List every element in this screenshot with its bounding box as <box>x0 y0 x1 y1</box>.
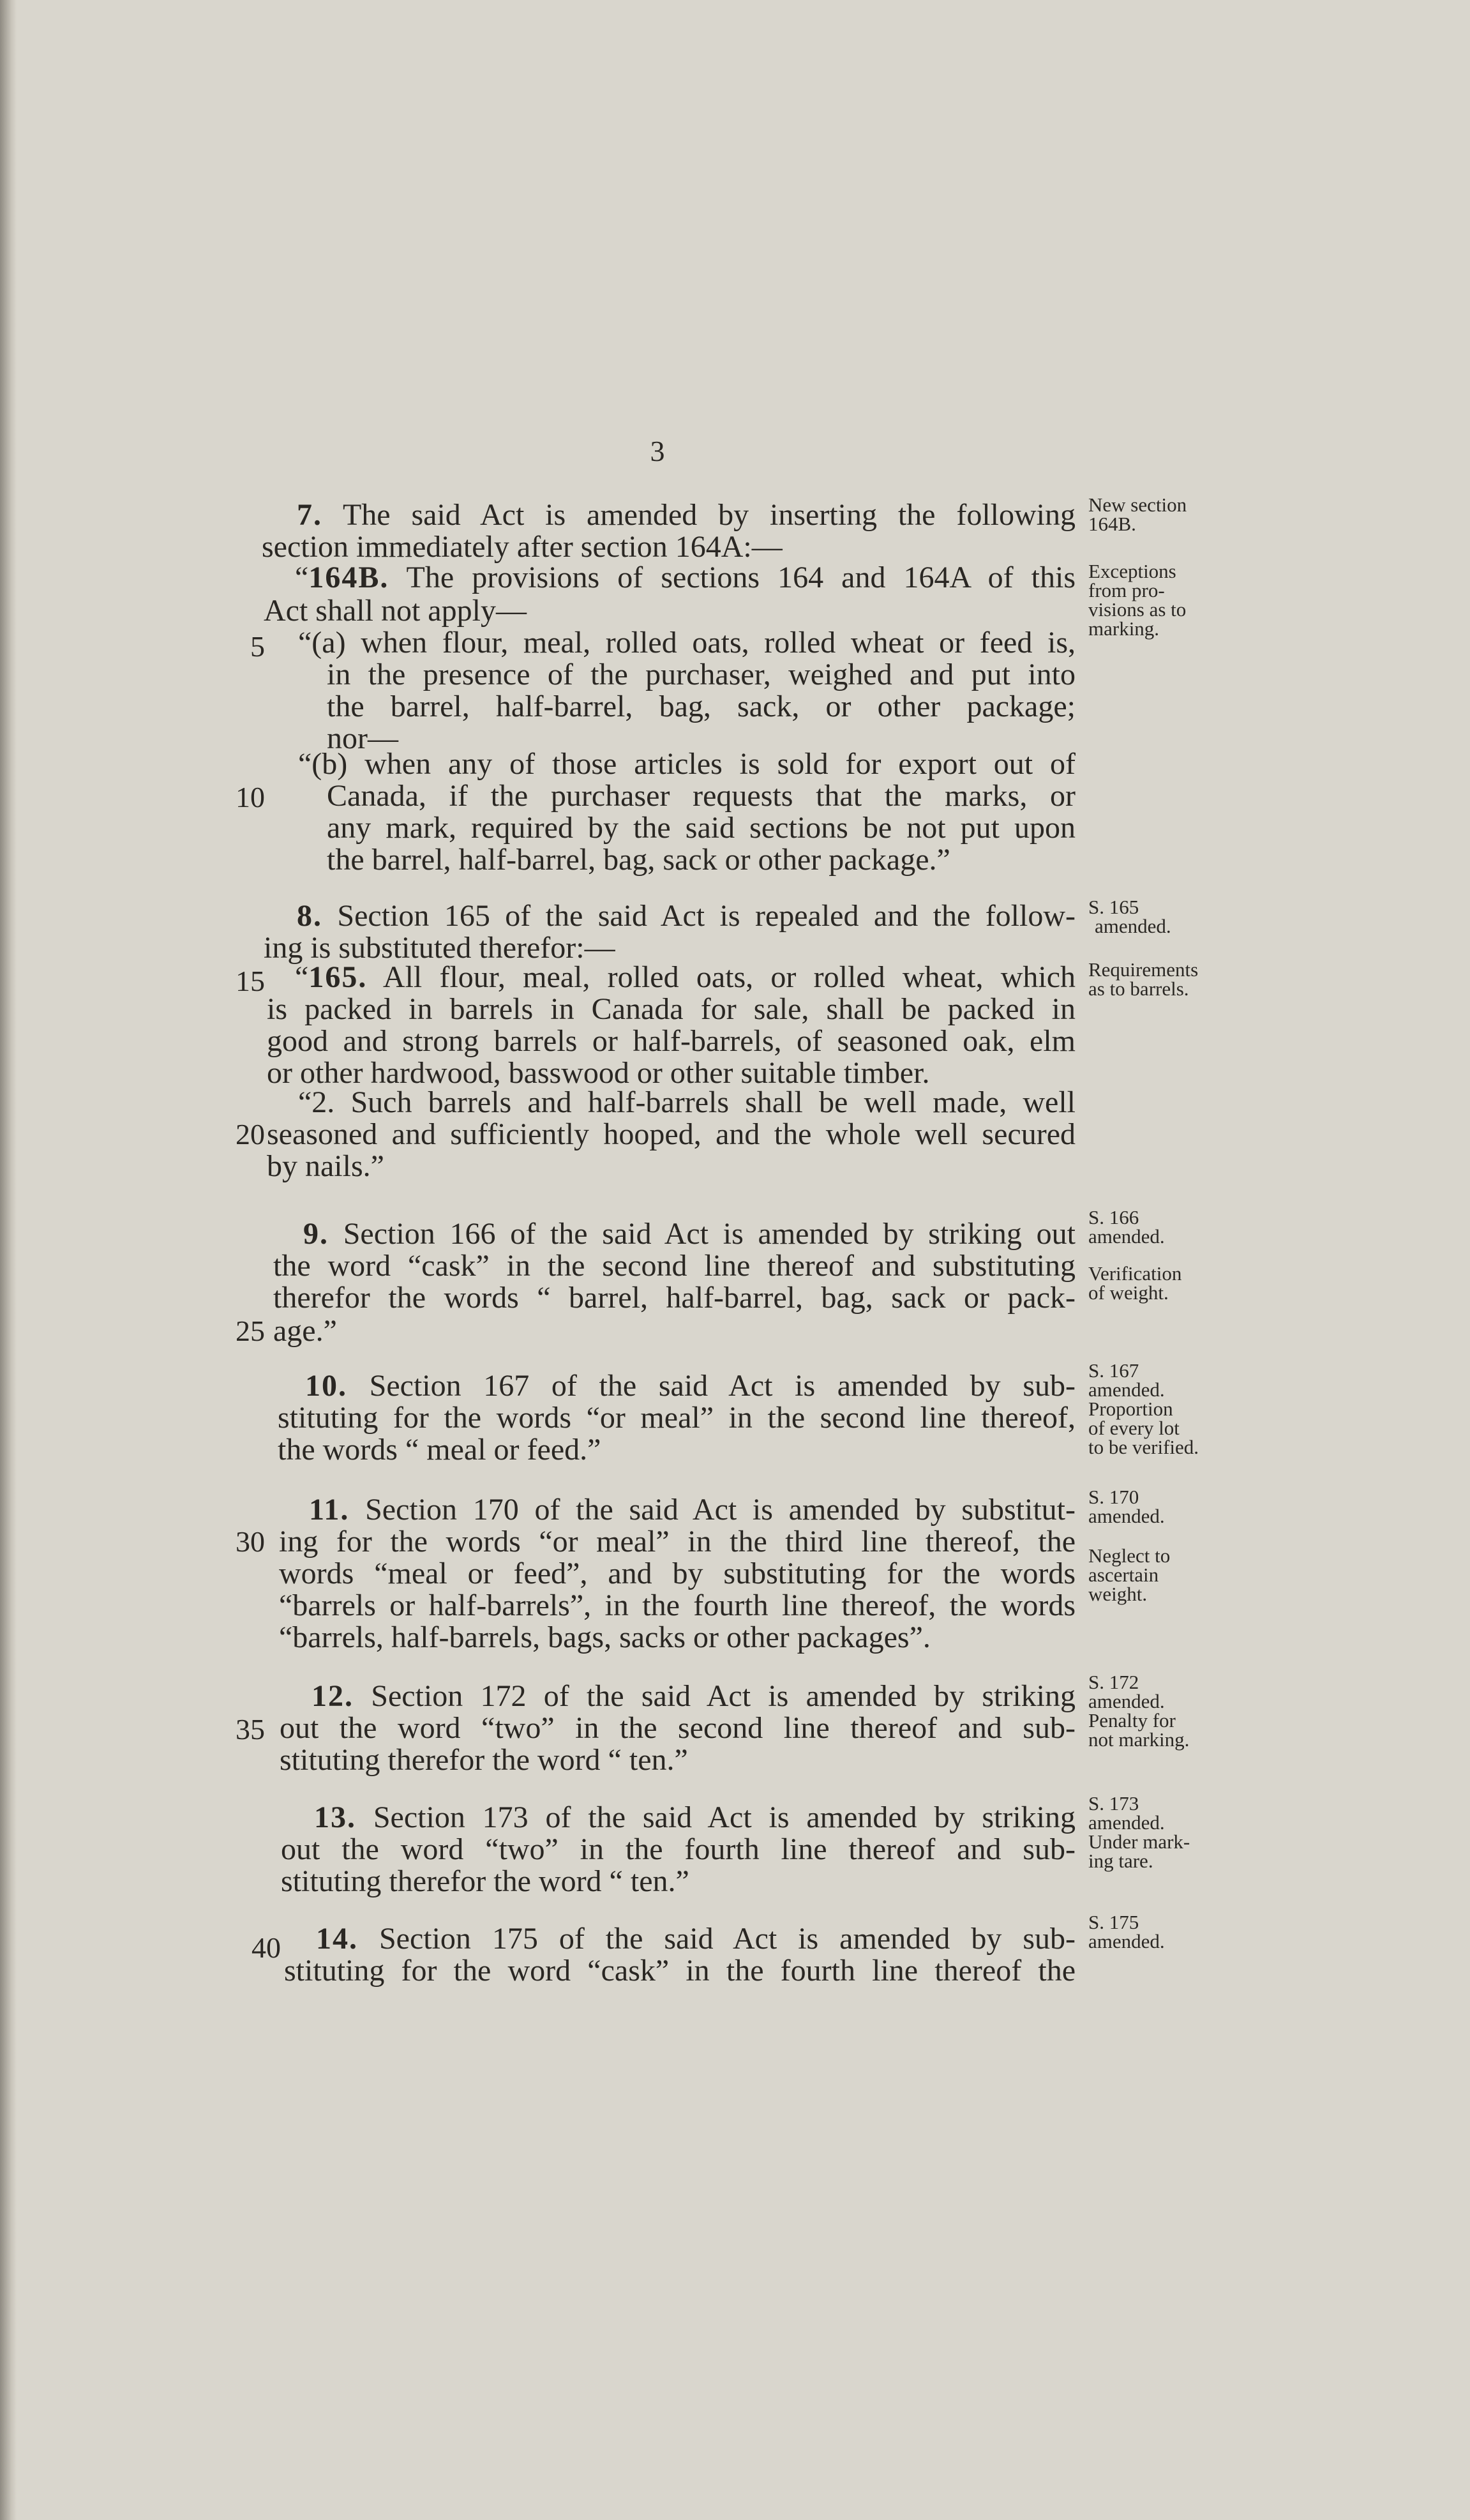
margin-note-s172: S. 172 amended. Penalty for not marking. <box>1088 1671 1190 1751</box>
text-line: therefor the words “ barrel, half-barrel, bag, sack or pack- <box>273 1282 1076 1314</box>
page-edge <box>0 0 17 2520</box>
text-line: 14. Section 175 of the said Act is amended by sub- <box>316 1923 1076 1955</box>
page-number: 3 <box>650 435 665 467</box>
text-line: 10. Section 167 of the said Act is amended by sub- <box>305 1370 1076 1402</box>
section-number: 7. <box>297 499 322 531</box>
text-line: age.” <box>273 1314 337 1348</box>
line-number: 35 <box>236 1713 265 1746</box>
text-line: the barrel, half-barrel, bag, sack or other package.” <box>327 843 950 877</box>
margin-note-s167: S. 167 amended. Proportion of every lot to be verified. <box>1088 1359 1199 1458</box>
text-line: the word “cask” in the second line thereof and substituting <box>273 1250 1076 1282</box>
text-line: Act shall not apply— <box>264 594 527 628</box>
text-line: “(b) when any of those articles is sold for export out of <box>298 748 1076 780</box>
text-line: “barrels or half-barrels”, in the fourth line thereof, the words <box>279 1590 1076 1622</box>
text-line: “164B. The provisions of sections 164 and 164A of this <box>295 562 1076 594</box>
text-line: good and strong barrels or half-barrels, of seasoned oak, elm <box>267 1025 1076 1057</box>
text-line: “barrels, half-barrels, bags, sacks or other packages”. <box>279 1620 931 1654</box>
text-line: ing is substituted therefor:— <box>264 931 615 965</box>
text-line: “165. All flour, meal, rolled oats, or rolled wheat, which <box>295 962 1076 993</box>
text-line: the words “ meal or feed.” <box>278 1433 601 1467</box>
text-line: out the word “two” in the fourth line thereof and sub- <box>281 1834 1076 1866</box>
section-number: 9. <box>303 1218 329 1250</box>
text-line: is packed in barrels in Canada for sale, shall be packed in <box>267 993 1076 1025</box>
text-line: in the presence of the purchaser, weighed and put into <box>327 659 1076 691</box>
text-line: “2. Such barrels and half-barrels shall be well made, well <box>298 1087 1076 1119</box>
text-line: by nails.” <box>267 1149 384 1183</box>
text-line: Canada, if the purchaser requests that the marks, or <box>327 780 1076 812</box>
line-number: 20 <box>236 1118 265 1151</box>
margin-note-verification: Verification of weight. <box>1088 1262 1182 1304</box>
margin-note-neglect: Neglect to ascertain weight. <box>1088 1544 1171 1605</box>
margin-note-requirements: Requirements as to barrels. <box>1088 958 1199 1000</box>
margin-note-s165: S. 165 amended. <box>1088 896 1171 937</box>
text-line: 8. Section 165 of the said Act is repealed and the follow- <box>297 900 1076 932</box>
text-line: 13. Section 173 of the said Act is amended by striking <box>314 1802 1076 1834</box>
text-line: any mark, required by the said sections be not put upon <box>327 812 1076 844</box>
text-line: section immediately after section 164A:— <box>262 530 783 564</box>
text-line: 11. Section 170 of the said Act is amended by substitut- <box>309 1494 1076 1526</box>
text-line: ing for the words “or meal” in the third line thereof, the <box>279 1526 1076 1558</box>
line-number: 15 <box>236 965 265 997</box>
section-number: 12. <box>311 1680 354 1712</box>
text-line: “(a) when flour, meal, rolled oats, rolled wheat or feed is, <box>298 627 1076 659</box>
section-number: 165. <box>308 962 368 993</box>
section-number: 8. <box>297 900 322 932</box>
margin-note-exceptions: Exceptions from pro- visions as to marking. <box>1088 560 1187 640</box>
line-number: 40 <box>251 1931 281 1964</box>
text-line: stituting therefor the word “ ten.” <box>281 1864 689 1898</box>
text-line: words “meal or feed”, and by substituting for the words <box>279 1558 1076 1590</box>
text-line: 7. The said Act is amended by inserting the following <box>297 499 1076 531</box>
text-line: stituting for the word “cask” in the fourth line thereof the <box>284 1955 1076 1987</box>
line-number: 5 <box>250 630 265 663</box>
text-line: the barrel, half-barrel, bag, sack, or other package; <box>327 691 1076 723</box>
section-number: 13. <box>314 1802 356 1834</box>
margin-note-s173: S. 173 amended. Under mark- ing tare. <box>1088 1792 1190 1872</box>
text-line: out the word “two” in the second line thereof and sub- <box>280 1712 1076 1744</box>
text-line: nor— <box>327 721 398 755</box>
line-number: 30 <box>236 1525 265 1558</box>
section-number: 14. <box>316 1923 358 1955</box>
section-number: 164B. <box>308 562 389 594</box>
section-number: 11. <box>309 1494 350 1526</box>
text-line: seasoned and sufficiently hooped, and the whole well secured <box>267 1119 1076 1151</box>
text-line: 9. Section 166 of the said Act is amended by striking out <box>303 1218 1076 1250</box>
text-line: stituting therefor the word “ ten.” <box>280 1743 688 1777</box>
margin-note-s170: S. 170 amended. <box>1088 1486 1165 1527</box>
margin-note-new-section: New section 164B. <box>1088 494 1187 535</box>
margin-note-s175: S. 175 amended. <box>1088 1911 1165 1952</box>
text-line: stituting for the words “or meal” in the second line thereof, <box>278 1402 1076 1434</box>
text-line: or other hardwood, basswood or other suitable timber. <box>267 1056 930 1090</box>
text-line: 12. Section 172 of the said Act is amended by striking <box>311 1680 1076 1712</box>
line-number: 25 <box>236 1315 265 1347</box>
line-number: 10 <box>236 781 265 813</box>
section-number: 10. <box>305 1370 347 1402</box>
margin-note-s166: S. 166 amended. <box>1088 1206 1165 1248</box>
